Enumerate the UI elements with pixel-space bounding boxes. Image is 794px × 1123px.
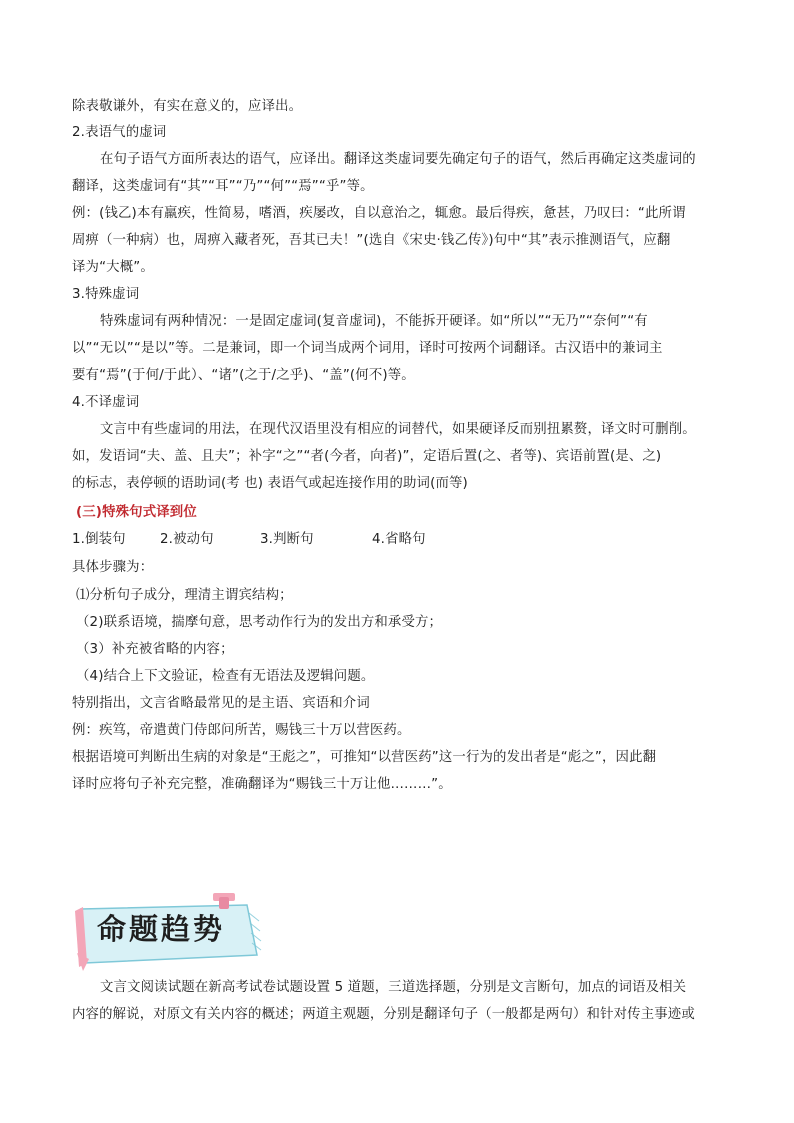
step-item: （2)联系语境，揣摩句意，思考动作行为的发出方和承受方； bbox=[76, 615, 443, 630]
paragraph-line: 在句子语气方面所表达的语气，应译出。翻译这类虚词要先确定句子的语气，然后再确定这类虚词的 bbox=[100, 152, 696, 167]
subsection-heading: (三)特殊句式译到位 bbox=[76, 505, 197, 520]
paragraph-line: 要有“焉”(于何/于此）、“诸”(之于/之乎)、“盖”(何不)等。 bbox=[72, 368, 415, 383]
paragraph-line: 的标志，表停顿的语助词(考 也) 表语气或起连接作用的助词(而等) bbox=[72, 476, 468, 491]
paragraph-line: 除表敬谦外，有实在意义的，应译出。 bbox=[72, 99, 303, 114]
paragraph-line: 翻译，这类虚词有“其”“耳”“乃”“何”“焉”“乎”等。 bbox=[72, 179, 374, 194]
banner-title: 命题趋势 bbox=[97, 912, 226, 946]
paragraph-line: 文言文阅读试题在新高考试卷试题设置 5 道题，三道选择题，分别是文言断句，加点的词语及相关 bbox=[100, 980, 687, 995]
paragraph-line: 具体步骤为： bbox=[72, 560, 154, 575]
list-item: 2.被动句 bbox=[160, 532, 214, 547]
section-heading: 2.表语气的虚词 bbox=[72, 125, 167, 140]
paragraph-line: 译时应将句子补充完整，准确翻译为“赐钱三十万让他………”。 bbox=[72, 777, 452, 792]
section-heading: 3.特殊虚词 bbox=[72, 287, 140, 302]
paragraph-line: 文言中有些虚词的用法，在现代汉语里没有相应的词替代，如果硬译反而别扭累赘，译文时可删削。 bbox=[100, 422, 696, 437]
list-item: 1.倒装句 bbox=[72, 532, 126, 547]
example-line: 周痹（一种病）也，周痹入藏者死，吾其已夫！”(选自《宋史·钱乙传》)句中“其”表示推测语气，应翻 bbox=[72, 233, 671, 248]
trend-banner bbox=[73, 893, 263, 975]
example-line: 例：(钱乙)本有羸疾，性简易，嗜酒，疾屡改，自以意治之，辄愈。最后得疾，惫甚，乃叹曰：“此所谓 bbox=[72, 206, 686, 221]
list-item: 4.省略句 bbox=[372, 532, 426, 547]
step-item: （4)结合上下文验证，检查有无语法及逻辑问题。 bbox=[76, 669, 375, 684]
example-line: 译为“大概”。 bbox=[72, 260, 154, 275]
paragraph-line: 如，发语词“夫、盖、且夫”；补字“之”“者(今者，向者)”，定语后置(之、者等)、宾语前置(是、之) bbox=[72, 449, 662, 464]
step-item: ⑴分析句子成分，理清主谓宾结构； bbox=[76, 588, 293, 603]
paragraph-line: 以”“无以”“是以”等。二是兼词，即一个词当成两个词用，译时可按两个词翻译。古汉语中的兼词主 bbox=[72, 341, 663, 356]
example-line: 例：疾笃，帝遣黄门侍郎问所苦，赐钱三十万以营医药。 bbox=[72, 723, 411, 738]
paragraph-line: 特别指出，文言省略最常见的是主语、宾语和介词 bbox=[72, 696, 370, 711]
list-item: 3.判断句 bbox=[260, 532, 314, 547]
step-item: （3）补充被省略的内容； bbox=[76, 642, 234, 657]
paragraph-line: 根据语境可判断出生病的对象是“王彪之”，可推知“以营医药”这一行为的发出者是“彪之”，因此翻 bbox=[72, 750, 657, 765]
section-heading: 4.不译虚词 bbox=[72, 395, 140, 410]
sentence-type-list bbox=[72, 527, 732, 553]
paragraph-line: 内容的解说，对原文有关内容的概述；两道主观题，分别是翻译句子（一般都是两句）和针对传主事迹或 bbox=[72, 1007, 695, 1022]
paragraph-line: 特殊虚词有两种情况：一是固定虚词(复音虚词)，不能拆开硬译。如“所以”“无乃”“奈何”“有 bbox=[100, 314, 648, 329]
